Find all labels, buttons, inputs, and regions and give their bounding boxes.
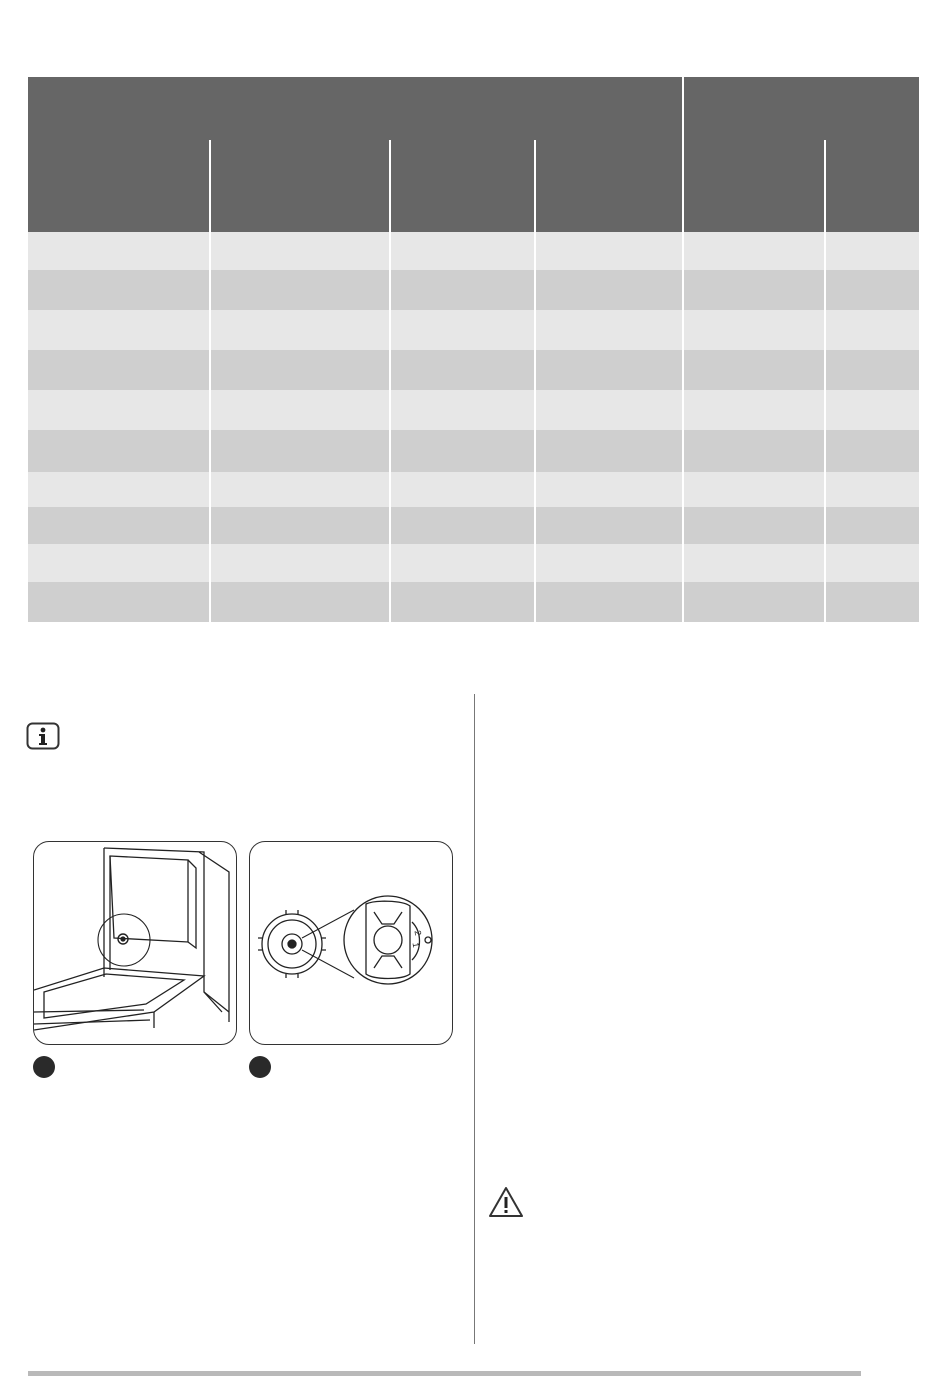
table-header (28, 77, 919, 232)
header-column-divider (824, 140, 826, 232)
dial-mark-2: 2 (412, 929, 424, 937)
table-row (28, 582, 919, 622)
column-divider (682, 232, 684, 622)
column-divider (209, 232, 211, 622)
column-divider-vertical (474, 694, 475, 1344)
header-group-divider (682, 77, 684, 232)
table-row (28, 507, 919, 544)
header-column-divider (389, 140, 391, 232)
warning-icon (488, 1186, 524, 1218)
column-divider (534, 232, 536, 622)
table-row (28, 472, 919, 507)
header-column-divider (534, 140, 536, 232)
water-softener-dial-figure (249, 841, 453, 1045)
table-row (28, 430, 919, 472)
column-divider (389, 232, 391, 622)
figure-marker-2 (249, 1056, 271, 1078)
footer-rule (28, 1371, 861, 1376)
dial-mark-1: 1 (410, 941, 422, 949)
table-row (28, 310, 919, 350)
table-row (28, 544, 919, 582)
table-row (28, 232, 919, 270)
table-row (28, 350, 919, 390)
figure-marker-1 (33, 1056, 55, 1078)
column-divider (824, 232, 826, 622)
header-column-divider (209, 140, 211, 232)
dishwasher-open-door-figure (33, 841, 237, 1045)
info-icon (26, 722, 60, 750)
table-row (28, 390, 919, 430)
settings-table (28, 77, 919, 622)
table-row (28, 270, 919, 310)
